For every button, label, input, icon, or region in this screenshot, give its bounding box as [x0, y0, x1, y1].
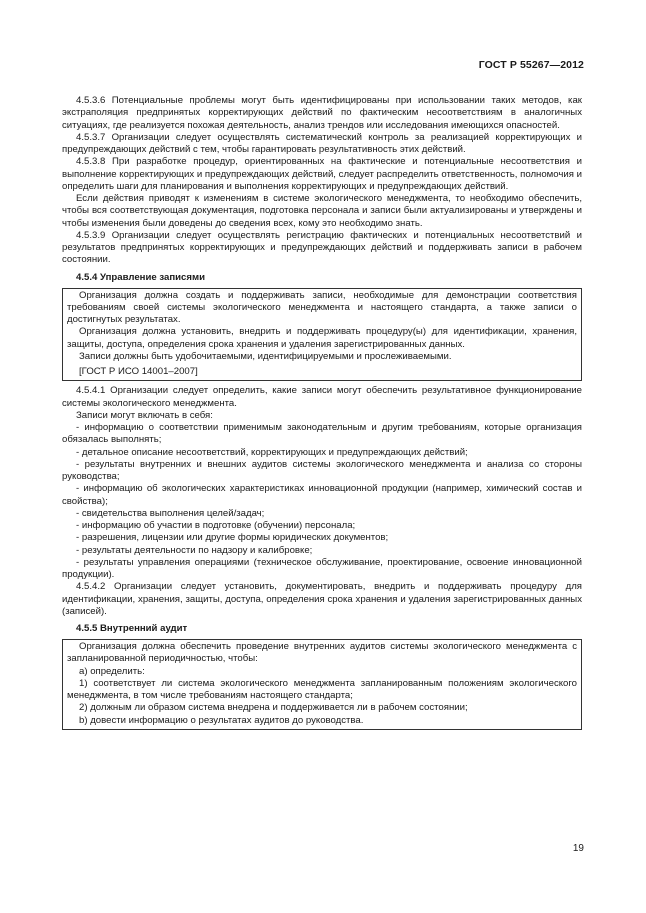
list-item: - разрешения, лицензии или другие формы юридических документов; — [76, 532, 389, 544]
box-paragraph: Организация должна обеспечить проведение внутренних аудитов системы экологического менеджмента с запланированной периодичностью, чтобы: — [67, 641, 577, 665]
paragraph-4-5-4-1: 4.5.4.1 Организации следует определить, какие записи могут обеспечить результативное функционирование системы экологического менеджмента. — [62, 385, 582, 409]
paragraph-4-5-3-6: 4.5.3.6 Потенциальные проблемы могут быть идентифицированы при использовании таких методов, как экстраполяция предпринятых корректирующих действий по фактическим несоответствиям в аналогичных ситуациях, где реализуется похожая деятельность, анализ трендов или исследования имеющихся опасностей. — [62, 95, 582, 131]
standard-reference: [ГОСТ Р ИСО 14001–2007] — [79, 366, 198, 377]
list-item: - свидетельства выполнения целей/задач; — [76, 507, 265, 519]
box-paragraph: 2) должным ли образом система внедрена и поддерживается ли в рабочем состоянии; — [79, 702, 468, 714]
list-item: - информацию об экологических характеристиках инновационной продукции (например, химический состав и свойства); — [62, 483, 582, 507]
box-paragraph: Организация должна установить, внедрить и поддерживать процедуру(ы) для идентификации, хранения, защиты, доступа, определения срока хранения и удаления зарегистрированных данных. — [67, 326, 577, 350]
list-item: - информацию о соответствии применимым законодательным и другим требованиям, которые организация обязалась выполнять; — [62, 422, 582, 446]
paragraph-4-5-3-8: 4.5.3.8 При разработке процедур, ориентированных на фактические и потенциальные несоответствия и выполнение корректирующих и предупреждающих действий, следует распределить ответственность, полномочия и определить шаги для планирования и выполнения корректирующих и предупреждающих действий. — [62, 156, 582, 192]
paragraph-4-5-4-2: 4.5.4.2 Организации следует установить, документировать, внедрить и поддерживать процедуру для идентификации, хранения, защиты, доступа, определения срока хранения и удаления зарегистрированных данных (записей). — [62, 581, 582, 617]
document-code-header: ГОСТ Р 55267—2012 — [478, 59, 584, 71]
list-item: - результаты управления операциями (техническое обслуживание, проектирование, освоение инновационной продукции). — [62, 556, 582, 580]
paragraph-records-intro: Записи могут включать в себя: — [76, 409, 213, 421]
list-item: - детальное описание несоответствий, корректирующих и предупреждающих действий; — [76, 446, 468, 458]
section-heading-4-5-5: 4.5.5 Внутренний аудит — [76, 623, 188, 634]
list-item: - результаты деятельности по надзору и калибровке; — [76, 544, 313, 556]
box-paragraph: а) определить: — [79, 665, 145, 677]
list-item: - результаты внутренних и внешних аудитов системы экологического менеджмента и анализа со стороны руководства; — [62, 458, 582, 482]
page-content — [62, 95, 582, 734]
box-paragraph: b) довести информацию о результатах аудитов до руководства. — [79, 714, 364, 726]
list-item: - информацию об участии в подготовке (обучении) персонала; — [76, 520, 356, 531]
section-heading-4-5-4: 4.5.4 Управление записями — [76, 271, 205, 283]
standard-quote-box-4-5-5 — [62, 639, 582, 730]
paragraph-4-5-3-7: 4.5.3.7 Организации следует осуществлять систематический контроль за реализацией корректирующих и предупреждающих действий с тем, чтобы гарантировать результативность этих действий. — [62, 131, 582, 155]
box-paragraph: 1) соответствует ли система экологического менеджмента запланированным положениям экологического менеджмента, в том числе требованиям настоящего стандарта; — [67, 677, 577, 701]
page-number: 19 — [572, 843, 584, 854]
box-paragraph: Записи должны быть удобочитаемыми, идентифицируемыми и прослеживаемыми. — [79, 350, 452, 362]
paragraph-changes: Если действия приводят к изменениям в системе экологического менеджмента, то необходимо обеспечить, чтобы вся соответствующая документация, подготовка персонала и записи были актуализированы и утверждены и чтобы изменения были доведены до сведения всех, кому это необходимо знать. — [62, 193, 582, 229]
box-paragraph: Организация должна создать и поддерживать записи, необходимые для демонстрации соответствия требованиям своей системы экологического менеджмента и настоящего стандарта, а также записи о достигнутых результатах. — [67, 289, 577, 325]
paragraph-4-5-3-9: 4.5.3.9 Организации следует осуществлять регистрацию фактических и потенциальных несоответствий и результатов предпринятых корректирующих и предупреждающих действий и поддерживать записи в рабочем состоянии. — [62, 229, 582, 266]
standard-quote-box-4-5-4 — [62, 288, 582, 382]
